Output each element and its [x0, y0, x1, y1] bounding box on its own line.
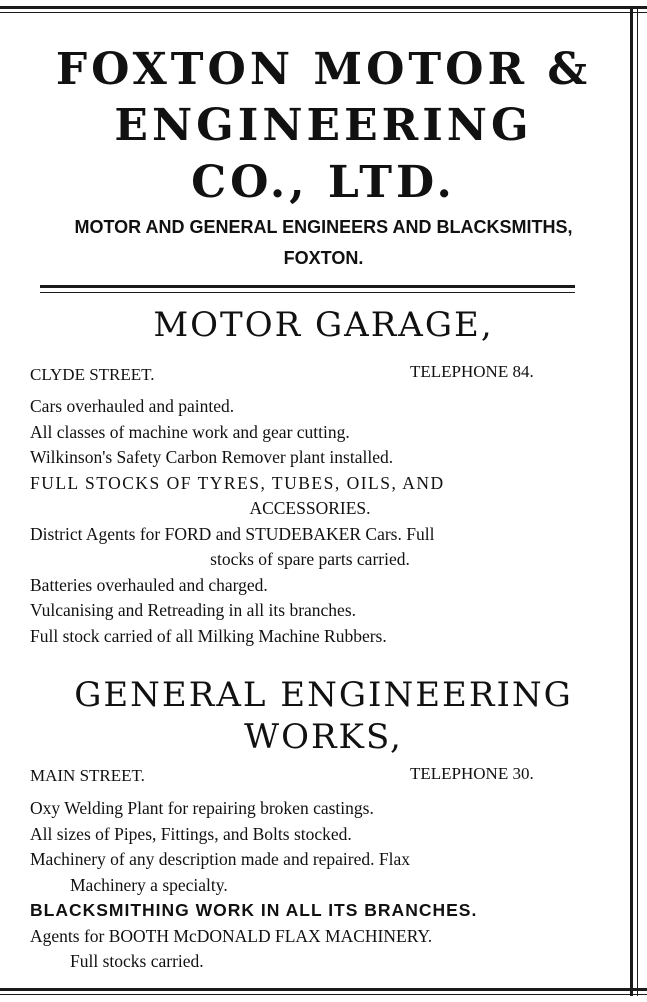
garage-services	[30, 394, 590, 649]
company-name-line-1: FOXTON MOTOR &	[55, 44, 592, 95]
works-line: Machinery of any description made and repaired. Flax	[30, 849, 411, 869]
works-line: Agents for BOOTH McDONALD FLAX MACHINERY.	[30, 925, 433, 946]
company-name-line-2: ENGINEERING	[114, 100, 533, 151]
company-tagline: MOTOR AND GENERAL ENGINEERS AND BLACKSMITHS,	[74, 217, 573, 237]
works-line: Full stocks carried.	[70, 951, 204, 971]
divider-thin	[40, 292, 575, 293]
garage-line: All classes of machine work and gear cutting.	[30, 421, 350, 442]
company-town: FOXTON.	[283, 248, 364, 268]
top-border	[0, 6, 647, 9]
top-border-thin	[0, 12, 647, 13]
bottom-border	[0, 988, 647, 991]
garage-telephone: TELEPHONE 84.	[410, 362, 534, 381]
company-name-line-3: CO., LTD.	[191, 157, 456, 208]
works-heading-line-2: WORKS,	[244, 717, 403, 757]
bottom-border-thin	[0, 994, 647, 995]
garage-heading: MOTOR GARAGE,	[153, 305, 494, 345]
works-services	[30, 796, 590, 975]
works-line: All sizes of Pipes, Fittings, and Bolts stocked.	[30, 823, 352, 844]
garage-line: Full stock carried of all Milking Machine Rubbers.	[30, 625, 387, 646]
garage-line: Batteries overhauled and charged.	[30, 574, 268, 595]
works-line: Oxy Welding Plant for repairing broken castings.	[30, 798, 374, 818]
garage-line: Vulcanising and Retreading in all its branches.	[30, 600, 357, 620]
works-heading-line-1: GENERAL ENGINEERING	[74, 675, 573, 715]
divider-thick	[40, 285, 575, 288]
works-telephone: TELEPHONE 30.	[410, 764, 534, 783]
garage-line: Cars overhauled and painted.	[30, 396, 235, 416]
garage-line: District Agents for FORD and STUDEBAKER Cars. Full	[30, 523, 435, 544]
works-line: Machinery a specialty.	[70, 874, 228, 895]
garage-line: ACCESSORIES.	[249, 498, 371, 518]
works-address: MAIN STREET.	[30, 766, 145, 785]
garage-line: Wilkinson's Safety Carbon Remover plant installed.	[30, 447, 394, 467]
garage-line: stocks of spare parts carried.	[210, 549, 410, 569]
garage-line: FULL STOCKS OF TYRES, TUBES, OILS, AND	[30, 472, 445, 493]
works-line: BLACKSMITHING WORK IN ALL ITS BRANCHES.	[30, 900, 478, 920]
garage-address: CLYDE STREET.	[30, 365, 155, 384]
